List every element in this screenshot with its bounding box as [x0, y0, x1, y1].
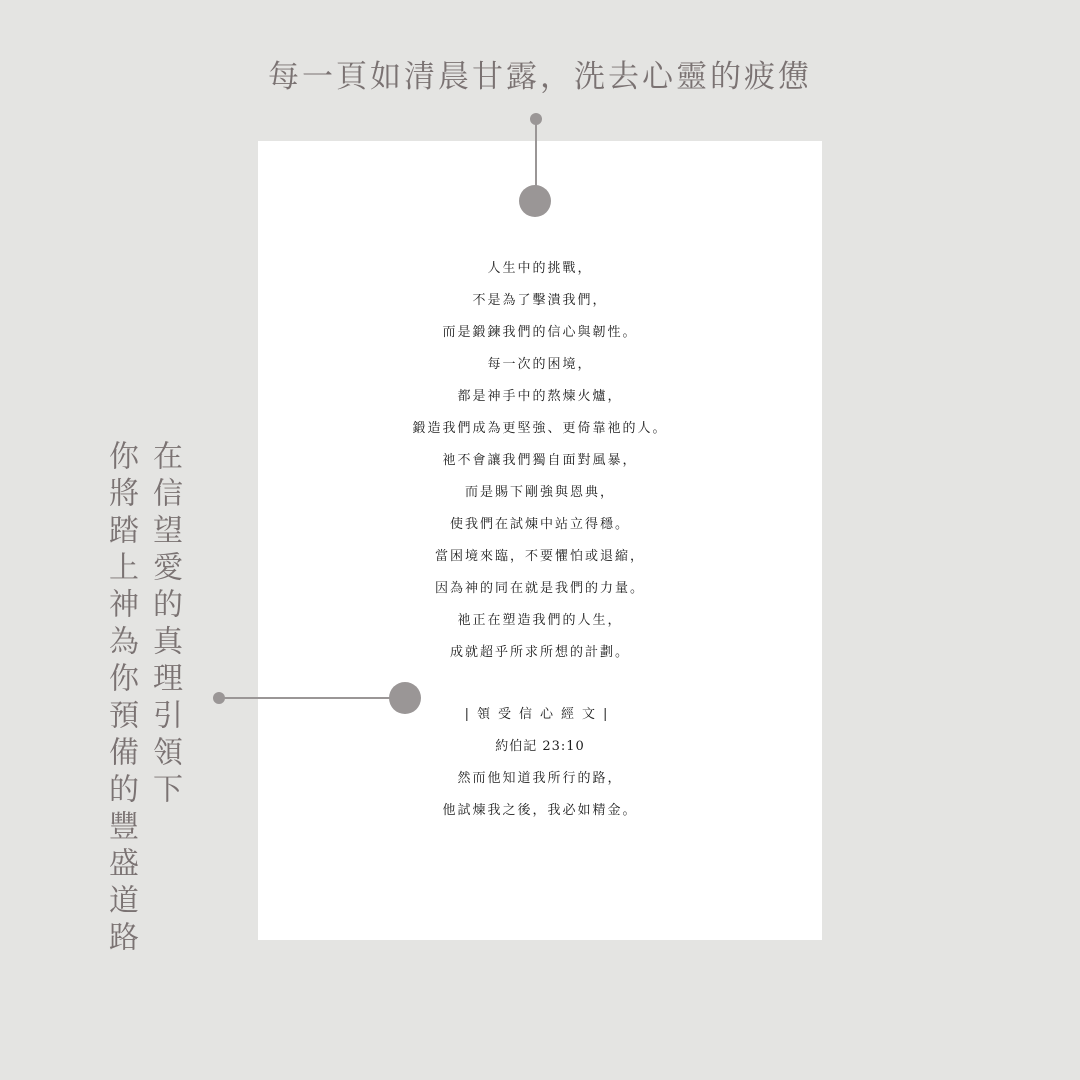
vertical-caption-left: 你將踏上神為你預備的豐盛道路	[103, 440, 138, 958]
vertical-caption-right: 在信望愛的真理引領下	[147, 440, 182, 810]
poem-line: 都是神手中的熬煉火爐，	[457, 389, 623, 404]
poem-line: 而是賜下剛強與恩典，	[464, 485, 615, 500]
poem-line: 人生中的挑戰，	[487, 261, 593, 276]
scripture-heading: |領受信心經文|	[464, 707, 616, 722]
poem-line: 祂不會讓我們獨自面對風暴，	[442, 453, 638, 468]
poem-line: 而是鍛鍊我們的信心與韌性。	[442, 325, 638, 340]
poem-line: 不是為了擊潰我們，	[472, 293, 608, 308]
poem-line: 每一次的困境，	[487, 357, 593, 372]
poem-line: 鍛造我們成為更堅強、更倚靠祂的人。	[412, 421, 668, 436]
poem-line: 祂正在塑造我們的人生，	[457, 613, 623, 628]
poem-line: 使我們在試煉中站立得穩。	[449, 517, 630, 532]
poem-body	[258, 253, 822, 669]
poem-line: 因為神的同在就是我們的力量。	[434, 581, 645, 596]
scripture-block	[258, 699, 822, 827]
scripture-reference: 約伯記 23:10	[495, 739, 585, 754]
scripture-line: 然而他知道我所行的路，	[457, 771, 623, 786]
top-caption: 每一頁如清晨甘露，洗去心靈的疲憊	[268, 59, 812, 95]
scripture-line: 他試煉我之後，我必如精金。	[442, 803, 638, 818]
poem-line: 當困境來臨，不要懼怕或退縮，	[434, 549, 645, 564]
poem-line: 成就超乎所求所想的計劃。	[449, 645, 630, 660]
top-leader-marker-dot	[519, 185, 551, 217]
top-leader-line	[535, 119, 537, 189]
